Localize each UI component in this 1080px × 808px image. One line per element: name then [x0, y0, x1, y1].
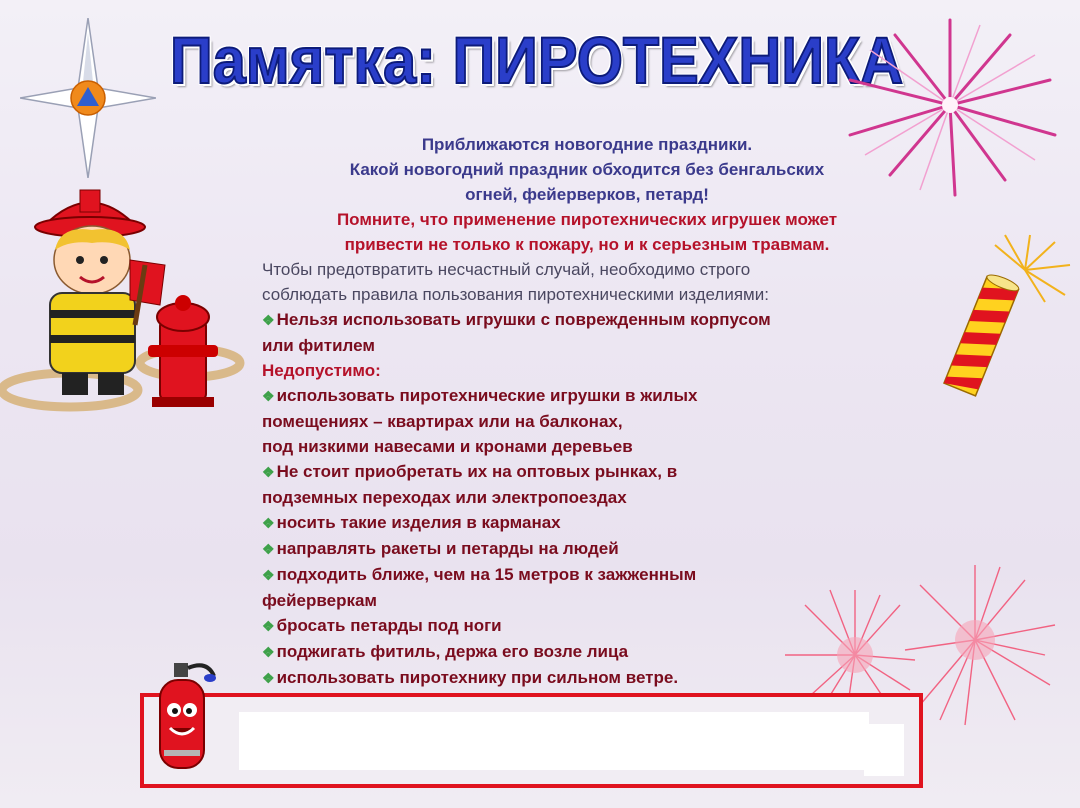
bullet-icon: ❖	[262, 670, 275, 686]
bullet-icon: ❖	[262, 644, 275, 660]
bullet-icon: ❖	[262, 541, 275, 557]
memo-text	[262, 132, 912, 691]
fire-hydrant-icon	[148, 295, 218, 407]
forbidden-item: ❖ носить такие изделия в карманах	[262, 513, 561, 532]
forbidden-item: ❖ использовать пиротехнику при сильном ветре.	[262, 668, 679, 687]
bullet-icon: ❖	[262, 618, 275, 634]
forbidden-item-cont: помещениях – квартирах или на балконах,	[262, 412, 623, 431]
blank-panel	[864, 724, 904, 776]
forbidden-header: Недопустимо:	[262, 361, 381, 380]
page-title: Памятка: ПИРОТЕХНИКА	[170, 23, 904, 97]
forbidden-item: ❖ использовать пиротехнические игрушки в жилых	[262, 386, 698, 405]
forbidden-item: ❖ направлять ракеты и петарды на людей	[262, 539, 619, 558]
forbidden-item-cont: под низкими навесами и кронами деревьев	[262, 437, 633, 456]
forbidden-item: ❖ подходить ближе, чем на 15 метров к зажженным	[262, 565, 697, 584]
forbidden-item-cont: фейерверкам	[262, 591, 377, 610]
bullet-icon: ❖	[262, 312, 275, 328]
rule-item: ❖ Нельзя использовать игрушки с поврежденным корпусом	[262, 310, 771, 329]
forbidden-item: ❖ Не стоит приобретать их на оптовых рынках, в	[262, 462, 678, 481]
intro-line: огней, фейерверков, петард!	[465, 185, 709, 204]
forbidden-item-cont: подземных переходах или электропоездах	[262, 488, 627, 507]
warning-line: привести не только к пожару, но и к серьезным травмам.	[344, 235, 830, 254]
blank-panel	[239, 712, 869, 770]
bullet-icon: ❖	[262, 515, 275, 531]
intro-line: Приближаются новогодние праздники.	[421, 135, 753, 154]
rules-intro-line: Чтобы предотвратить несчастный случай, необходимо строго	[262, 260, 751, 279]
rule-item-cont: или фитилем	[262, 336, 375, 355]
intro-line: Какой новогодний праздник обходится без бенгальских	[349, 160, 825, 179]
bullet-icon: ❖	[262, 388, 275, 404]
forbidden-item: ❖ поджигать фитиль, держа его возле лица	[262, 642, 629, 661]
warning-line: Помните, что применение пиротехнических игрушек может	[336, 210, 838, 229]
bottom-frame	[140, 693, 923, 788]
extinguisher-mascot-icon	[152, 658, 222, 778]
bullet-icon: ❖	[262, 567, 275, 583]
firefighter-child-illustration	[0, 185, 250, 415]
forbidden-item: ❖ бросать петарды под ноги	[262, 616, 502, 635]
firecracker-icon	[935, 230, 1075, 400]
bullet-icon: ❖	[262, 464, 275, 480]
rules-intro-line: соблюдать правила пользования пиротехническими изделиями:	[262, 285, 769, 304]
compass-star-icon	[20, 18, 156, 178]
